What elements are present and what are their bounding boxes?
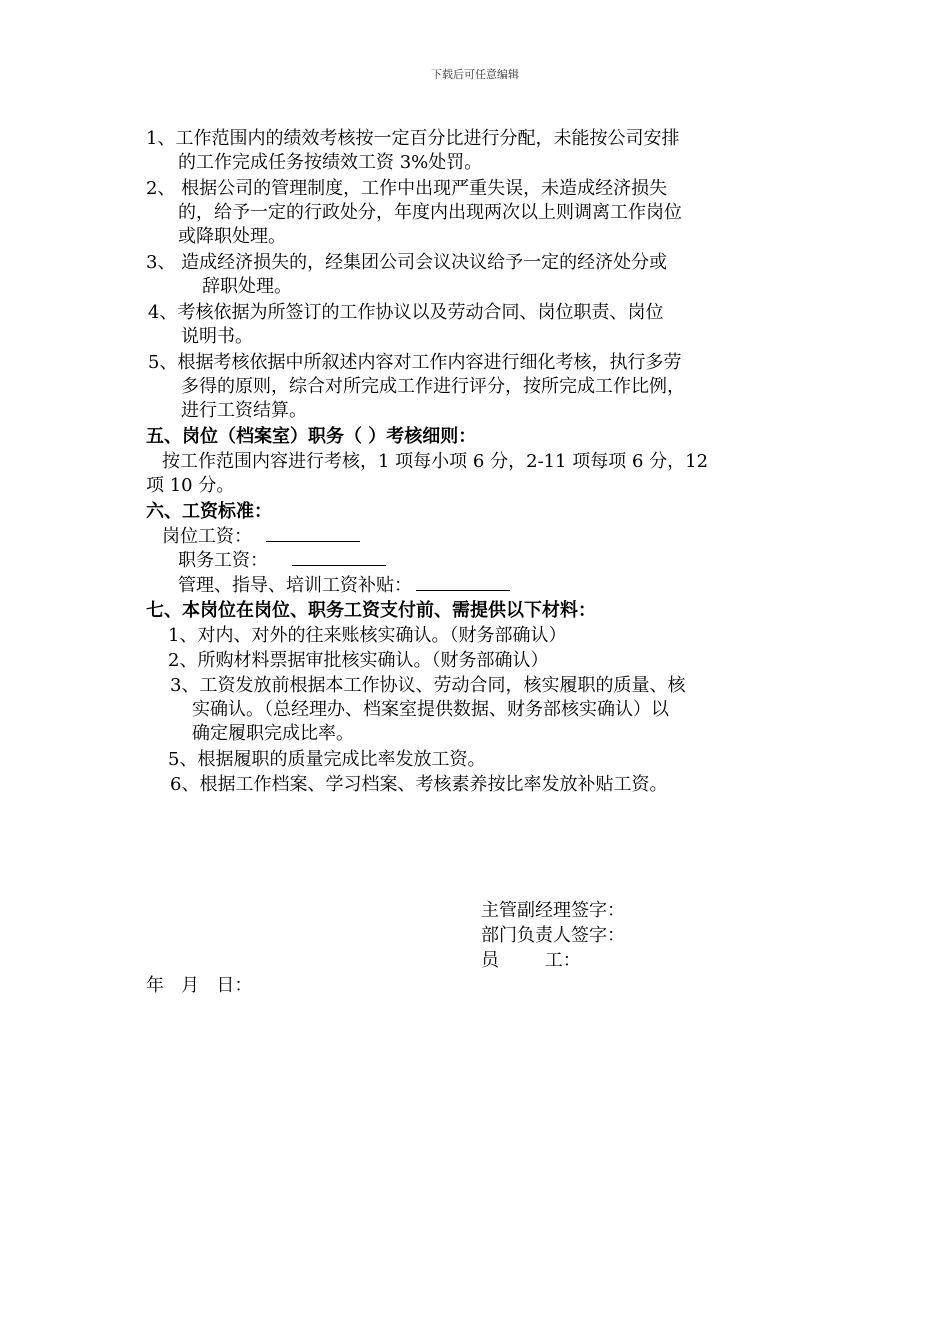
section-5-line-2: 项 10 分。 — [146, 475, 235, 496]
item-2-line-3: 或降职处理。 — [178, 226, 286, 247]
post-wage-label: 岗位工资： — [162, 526, 252, 547]
section-6-heading: 六、工资标准： — [146, 501, 272, 522]
section-7-item-3-line-2: 实确认。（总经理办、档案室提供数据、财务部核实确认）以 — [192, 699, 669, 720]
employee-signature-label: 员 工： — [481, 950, 581, 971]
item-3-line-2: 辞职处理。 — [202, 276, 292, 297]
section-7-item-1: 1、对内、对外的往来账核实确认。（财务部确认） — [168, 625, 567, 646]
item-4-line-1: 4、考核依据为所签订的工作协议以及劳动合同、岗位职责、岗位 — [148, 302, 664, 323]
post-wage-row — [162, 525, 360, 549]
item-1-line-2: 的工作完成任务按绩效工资 3%处罚。 — [178, 152, 483, 173]
page-header: 下载后可任意编辑 — [431, 68, 519, 81]
section-7-item-3-line-1: 3、工资发放前根据本工作协议、劳动合同，核实履职的质量、核 — [170, 675, 686, 696]
item-1-line-1: 1、工作范围内的绩效考核按一定百分比进行分配，未能按公司安排 — [146, 128, 680, 149]
subsidy-label: 管理、指导、培训工资补贴： — [178, 575, 412, 596]
duty-wage-label: 职务工资： — [178, 550, 268, 571]
item-3-line-1: 3、 造成经济损失的，经集团公司会议决议给予一定的经济处分或 — [146, 252, 668, 273]
item-2-line-1: 2、 根据公司的管理制度，工作中出现严重失误，未造成经济损失 — [146, 178, 668, 199]
item-5-line-2: 多得的原则，综合对所完成工作进行评分，按所完成工作比例， — [181, 376, 685, 397]
item-5-line-1: 5、根据考核依据中所叙述内容对工作内容进行细化考核，执行多劳 — [148, 352, 682, 373]
section-5-heading: 五、岗位（档案室）职务（ ）考核细则： — [146, 426, 477, 447]
item-5-line-3: 进行工资结算。 — [181, 400, 307, 421]
item-2-line-2: 的，给予一定的行政处分，年度内出现两次以上则调离工作岗位 — [178, 202, 682, 223]
section-7-item-2: 2、所购材料票据审批核实确认。（财务部确认） — [168, 650, 549, 671]
subsidy-blank — [416, 574, 510, 591]
duty-wage-row — [178, 549, 386, 573]
date-label: 年 月 日： — [146, 975, 253, 996]
section-7-heading: 七、本岗位在岗位、职务工资支付前、需提供以下材料： — [146, 600, 596, 621]
duty-wage-blank — [292, 549, 386, 566]
section-5-line-1: 按工作范围内容进行考核，1 项每小项 6 分，2-11 项每项 6 分，12 — [162, 451, 709, 472]
section-7-item-3-line-3: 确定履职完成比率。 — [192, 723, 354, 744]
manager-signature-label: 主管副经理签字： — [481, 900, 625, 921]
section-7-item-5: 5、根据履职的质量完成比率发放工资。 — [168, 749, 486, 770]
subsidy-row — [178, 574, 510, 598]
dept-head-signature-label: 部门负责人签字： — [481, 925, 625, 946]
section-7-item-6: 6、根据工作档案、学习档案、考核素养按比率发放补贴工资。 — [170, 774, 668, 795]
post-wage-blank — [266, 525, 360, 542]
item-4-line-2: 说明书。 — [181, 326, 253, 347]
